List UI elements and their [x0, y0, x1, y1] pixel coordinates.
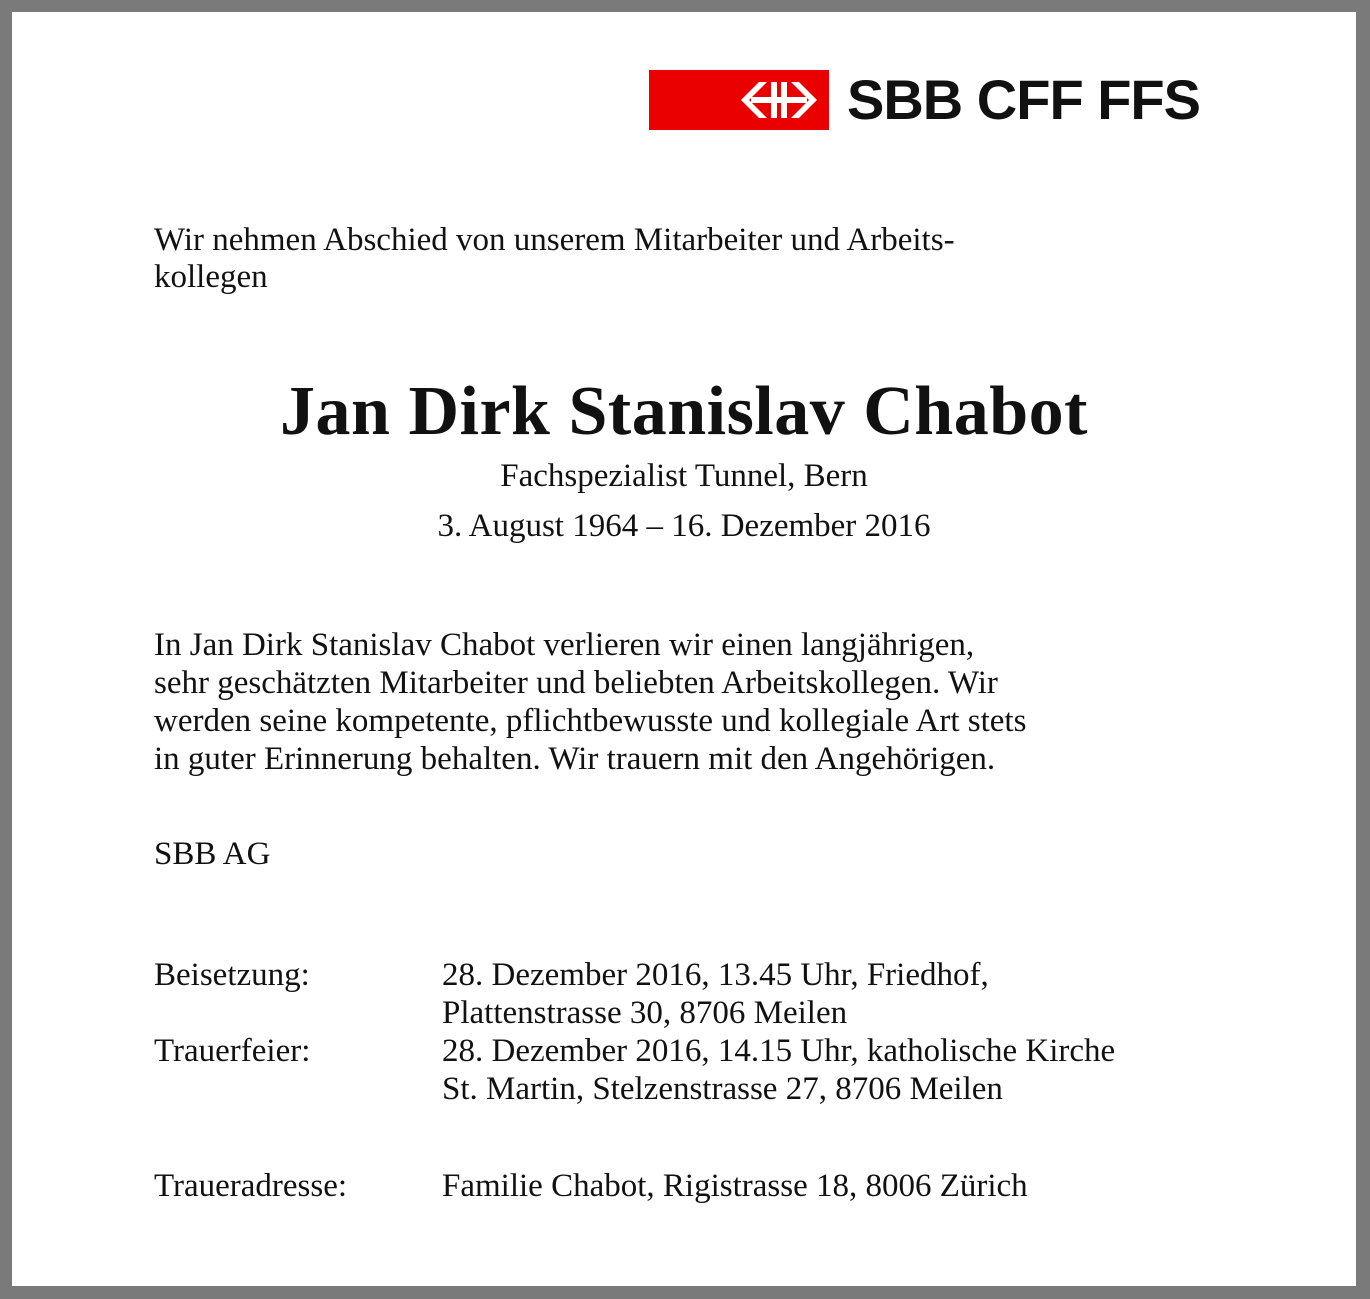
obituary-page [12, 12, 1356, 1286]
burial-line: 28. Dezember 2016, 13.45 Uhr, Friedhof, [442, 957, 989, 993]
deceased-name: Jan Dirk Stanislav Chabot [280, 373, 1088, 450]
message-line: in guter Erinnerung behalten. Wir trauern mit den Angehörigen. [154, 741, 996, 777]
intro-text [154, 222, 1154, 296]
intro-line: kollegen [154, 259, 268, 295]
message-line: sehr geschätzten Mitarbeiter und beliebten Arbeitskollegen. Wir [154, 665, 998, 701]
sender-company: SBB AG [154, 836, 271, 872]
condolence-message [154, 626, 1216, 778]
address-value: Familie Chabot, Rigistrasse 18, 8006 Zürich [442, 1168, 1028, 1204]
sbb-logo [649, 70, 1200, 130]
message-line: In Jan Dirk Stanislav Chabot verlieren wir einen langjährigen, [154, 627, 975, 663]
intro-line: Wir nehmen Abschied von unserem Mitarbeiter und Arbeits- [154, 222, 955, 258]
burial-label: Beisetzung: [154, 957, 310, 993]
service-line: 28. Dezember 2016, 14.15 Uhr, katholische Kirche [442, 1033, 1116, 1069]
burial-value [442, 956, 989, 1032]
sbb-logo-mark [649, 70, 829, 130]
service-label: Trauerfeier: [154, 1033, 311, 1069]
sbb-logo-text: SBB CFF FFS [847, 68, 1200, 131]
address-label: Traueradresse: [154, 1168, 348, 1204]
service-value [442, 1032, 1115, 1108]
burial-line: Plattenstrasse 30, 8706 Meilen [442, 995, 848, 1031]
service-line: St. Martin, Stelzenstrasse 27, 8706 Meilen [442, 1071, 1003, 1107]
sbb-clock-arrows-icon [737, 78, 821, 122]
life-dates: 3. August 1964 – 16. Dezember 2016 [437, 508, 931, 544]
deceased-role: Fachspezialist Tunnel, Bern [500, 458, 868, 494]
message-line: werden seine kompetente, pflichtbewusste und kollegiale Art stets [154, 703, 1027, 739]
